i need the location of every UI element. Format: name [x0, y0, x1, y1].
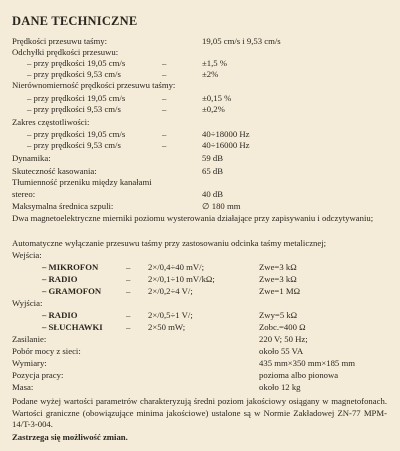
dash: –: [162, 140, 167, 150]
spec-label: Zakres częstotliwości:: [12, 117, 90, 127]
spec-label: – przy prędkości 19,05 cm/s: [27, 58, 126, 68]
spec-label: Zasilanie:: [12, 334, 47, 344]
outputs-header: Wyjścia:: [12, 298, 43, 308]
spec-value: około 12 kg: [259, 382, 301, 392]
spec-label: – przy prędkości 9,53 cm/s: [27, 140, 121, 150]
spec-value: 19,05 cm/s i 9,53 cm/s: [202, 36, 281, 46]
dash: –: [126, 262, 131, 272]
spec-value: około 55 VA: [259, 346, 304, 356]
spec-value: 40 dB: [202, 189, 223, 199]
spec-label: Masa:: [12, 382, 34, 392]
output-name: – RADIO: [42, 310, 78, 320]
output-impedance: Zobc.=400 Ω: [259, 322, 306, 332]
output-spec: 2×/0,5÷1 V/;: [148, 310, 193, 320]
spec-value: ±1,5 %: [202, 58, 228, 68]
input-impedance: Zwe=1 MΩ: [259, 286, 301, 296]
spec-label: Wymiary:: [12, 358, 47, 368]
spec-value: pozioma albo pionowa: [259, 370, 339, 380]
spec-value: ±2%: [202, 69, 219, 79]
input-spec: 2×/0,2÷4 V/;: [148, 286, 193, 296]
spec-label: Maksymalna średnica szpuli:: [12, 201, 114, 211]
meters-paragraph: Dwa magnetoelektryczne mierniki poziomu wysterowania działające przy zapisywaniu i odczytywaniu;: [12, 213, 374, 223]
spec-value: 59 dB: [202, 153, 223, 163]
output-impedance: Zwy=5 kΩ: [259, 310, 298, 320]
input-impedance: Zwe=3 kΩ: [259, 262, 297, 272]
spec-label: – przy prędkości 9,53 cm/s: [27, 104, 121, 114]
input-spec: 2×/0,4÷40 mV/;: [148, 262, 205, 272]
spec-value: ±0,2%: [202, 104, 225, 114]
spec-value: ∅ 180 mm: [202, 201, 241, 211]
inputs-header: Wejścia:: [12, 250, 42, 260]
standards-paragraph: Podane wyżej wartości parametrów charakteryzują średni poziom jakościowy osiągany w magnetofonach. Wartości graniczne (obowiązujące minima jakościowe) ustalone są w Normie Zakładowej ZN-77 MPM-14/T-3-004.: [12, 396, 387, 429]
spec-label: Skuteczność kasowania:: [12, 166, 97, 176]
dash: –: [162, 129, 167, 139]
dash: –: [126, 286, 131, 296]
dash: –: [162, 58, 167, 68]
spec-label: stereo:: [12, 189, 36, 199]
dash: –: [162, 93, 167, 103]
auto-stop-paragraph: Automatyczne wyłączanie przesuwu taśmy przy zastosowaniu odcinka taśmy metalicznej;: [12, 238, 327, 248]
input-spec: 2×/0,1÷10 mV/kΩ;: [148, 274, 215, 284]
input-name: – MIKROFON: [42, 262, 99, 272]
spec-label: Pobór mocy z sieci:: [12, 346, 81, 356]
dash: –: [162, 104, 167, 114]
page-title: DANE TECHNICZNE: [12, 14, 138, 28]
input-impedance: Zwe=3 kΩ: [259, 274, 297, 284]
spec-label: – przy prędkości 9,53 cm/s: [27, 69, 121, 79]
dash: –: [162, 69, 167, 79]
dash: –: [126, 310, 131, 320]
spec-value: 65 dB: [202, 166, 223, 176]
spec-label: Dynamika:: [12, 153, 51, 163]
dash: –: [126, 274, 131, 284]
spec-value: 435 mm×350 mm×185 mm: [259, 358, 355, 368]
spec-label: Odchyłki prędkości przesuwu:: [12, 47, 119, 57]
spec-label: Tłumienność przeniku między kanałami: [12, 177, 152, 187]
output-name: – SŁUCHAWKI: [42, 322, 103, 332]
spec-label: – przy prędkości 19,05 cm/s: [27, 129, 126, 139]
output-spec: 2×50 mW;: [148, 322, 186, 332]
disclaimer: Zastrzega się możliwość zmian.: [12, 432, 128, 442]
input-name: – GRAMOFON: [42, 286, 102, 296]
spec-value: ±0,15 %: [202, 93, 232, 103]
spec-value: 40÷16000 Hz: [202, 140, 250, 150]
spec-label: Pozycja pracy:: [12, 370, 64, 380]
spec-label: – przy prędkości 19,05 cm/s: [27, 93, 126, 103]
spec-label: Nierównomierność prędkości przesuwu taśmy:: [12, 80, 176, 90]
input-name: – RADIO: [42, 274, 78, 284]
spec-value: 220 V; 50 Hz;: [259, 334, 308, 344]
spec-value: 40÷18000 Hz: [202, 129, 250, 139]
spec-label: Prędkości przesuwu taśmy:: [12, 36, 108, 46]
dash: –: [126, 322, 131, 332]
